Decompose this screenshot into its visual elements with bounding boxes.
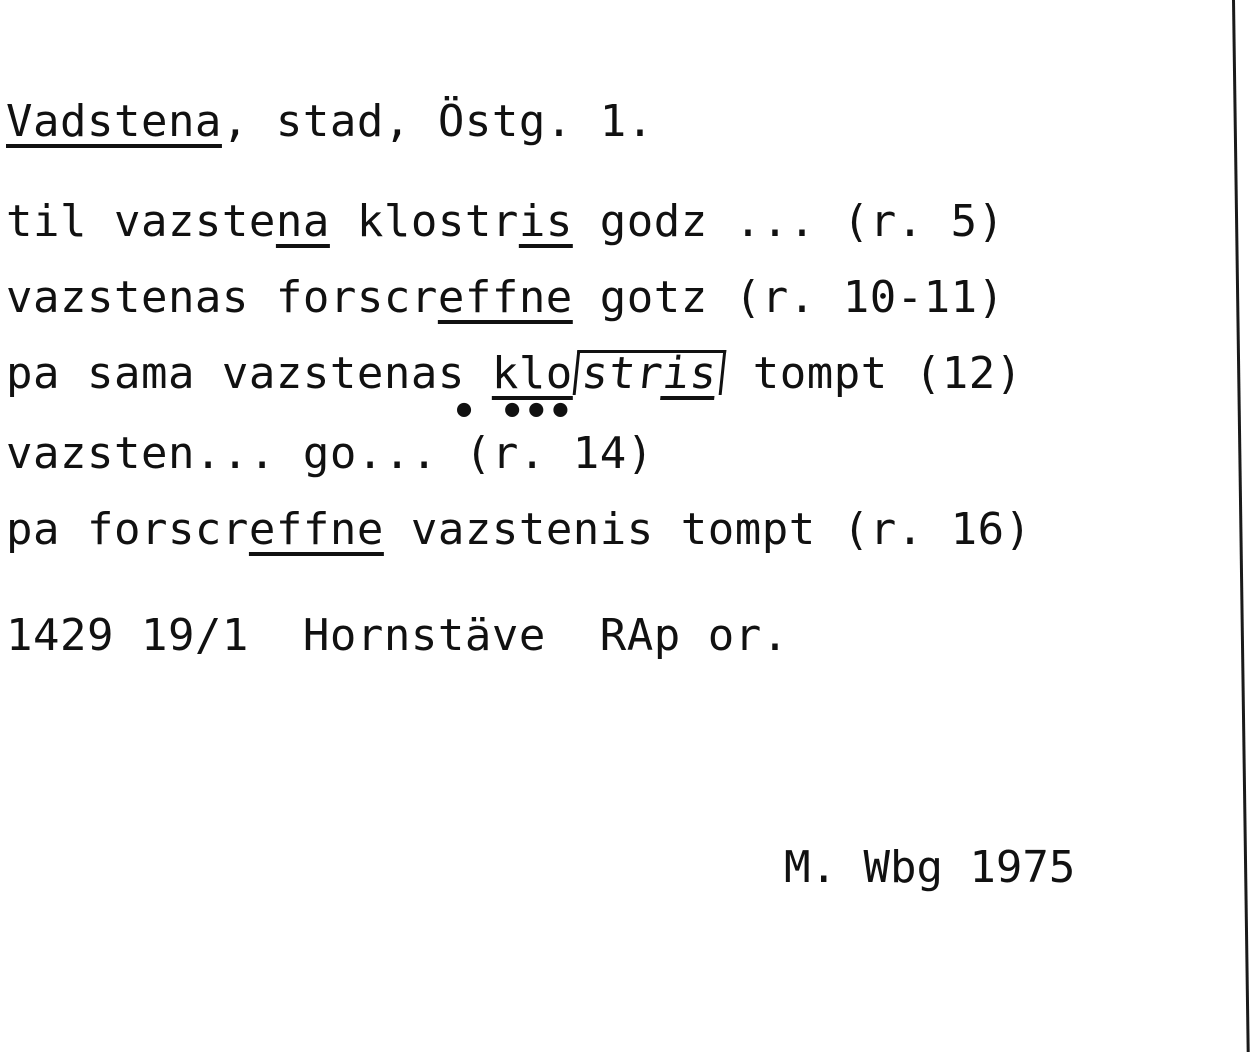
card-edge-line	[1232, 0, 1250, 1052]
line5-part-b: effne	[248, 504, 384, 555]
uncertain-letter-dots: • •••	[452, 389, 573, 435]
source-reference: 1429 19/1 Hornstäve RAp or.	[6, 610, 789, 661]
quote-line-4: vazsten... go... (r. 14)	[6, 428, 654, 479]
line5-part-c: vazstenis tompt (r. 16)	[383, 504, 1032, 555]
line1-part-d: is	[518, 196, 573, 247]
line3-part-e: tompt (12)	[725, 348, 1023, 399]
card-heading	[6, 96, 654, 147]
line1-part-a: til vazste	[6, 196, 276, 247]
signature: M. Wbg 1975	[784, 842, 1076, 893]
line3-part-d: is	[660, 348, 720, 399]
line1-part-b: na	[275, 196, 330, 247]
editorial-bracket	[572, 348, 726, 399]
line2-part-c: gotz (r. 10-11)	[572, 272, 1005, 323]
heading-place: Vadstena	[6, 96, 222, 147]
line3-part-a: pa sama vazstenas	[6, 348, 492, 399]
line2-part-a: vazstenas forscr	[6, 272, 438, 323]
line1-part-c: klostr	[329, 196, 519, 247]
line3-part-b: klo	[491, 348, 573, 399]
line3-part-c: str	[579, 348, 666, 399]
quote-line-1	[6, 196, 1005, 247]
quote-line-5	[6, 504, 1032, 555]
line2-part-b: effne	[437, 272, 573, 323]
line1-part-e: godz ... (r. 5)	[572, 196, 1005, 247]
line5-part-a: pa forscr	[6, 504, 249, 555]
heading-rest: , stad, Östg. 1.	[221, 96, 654, 147]
quote-line-2	[6, 272, 1005, 323]
